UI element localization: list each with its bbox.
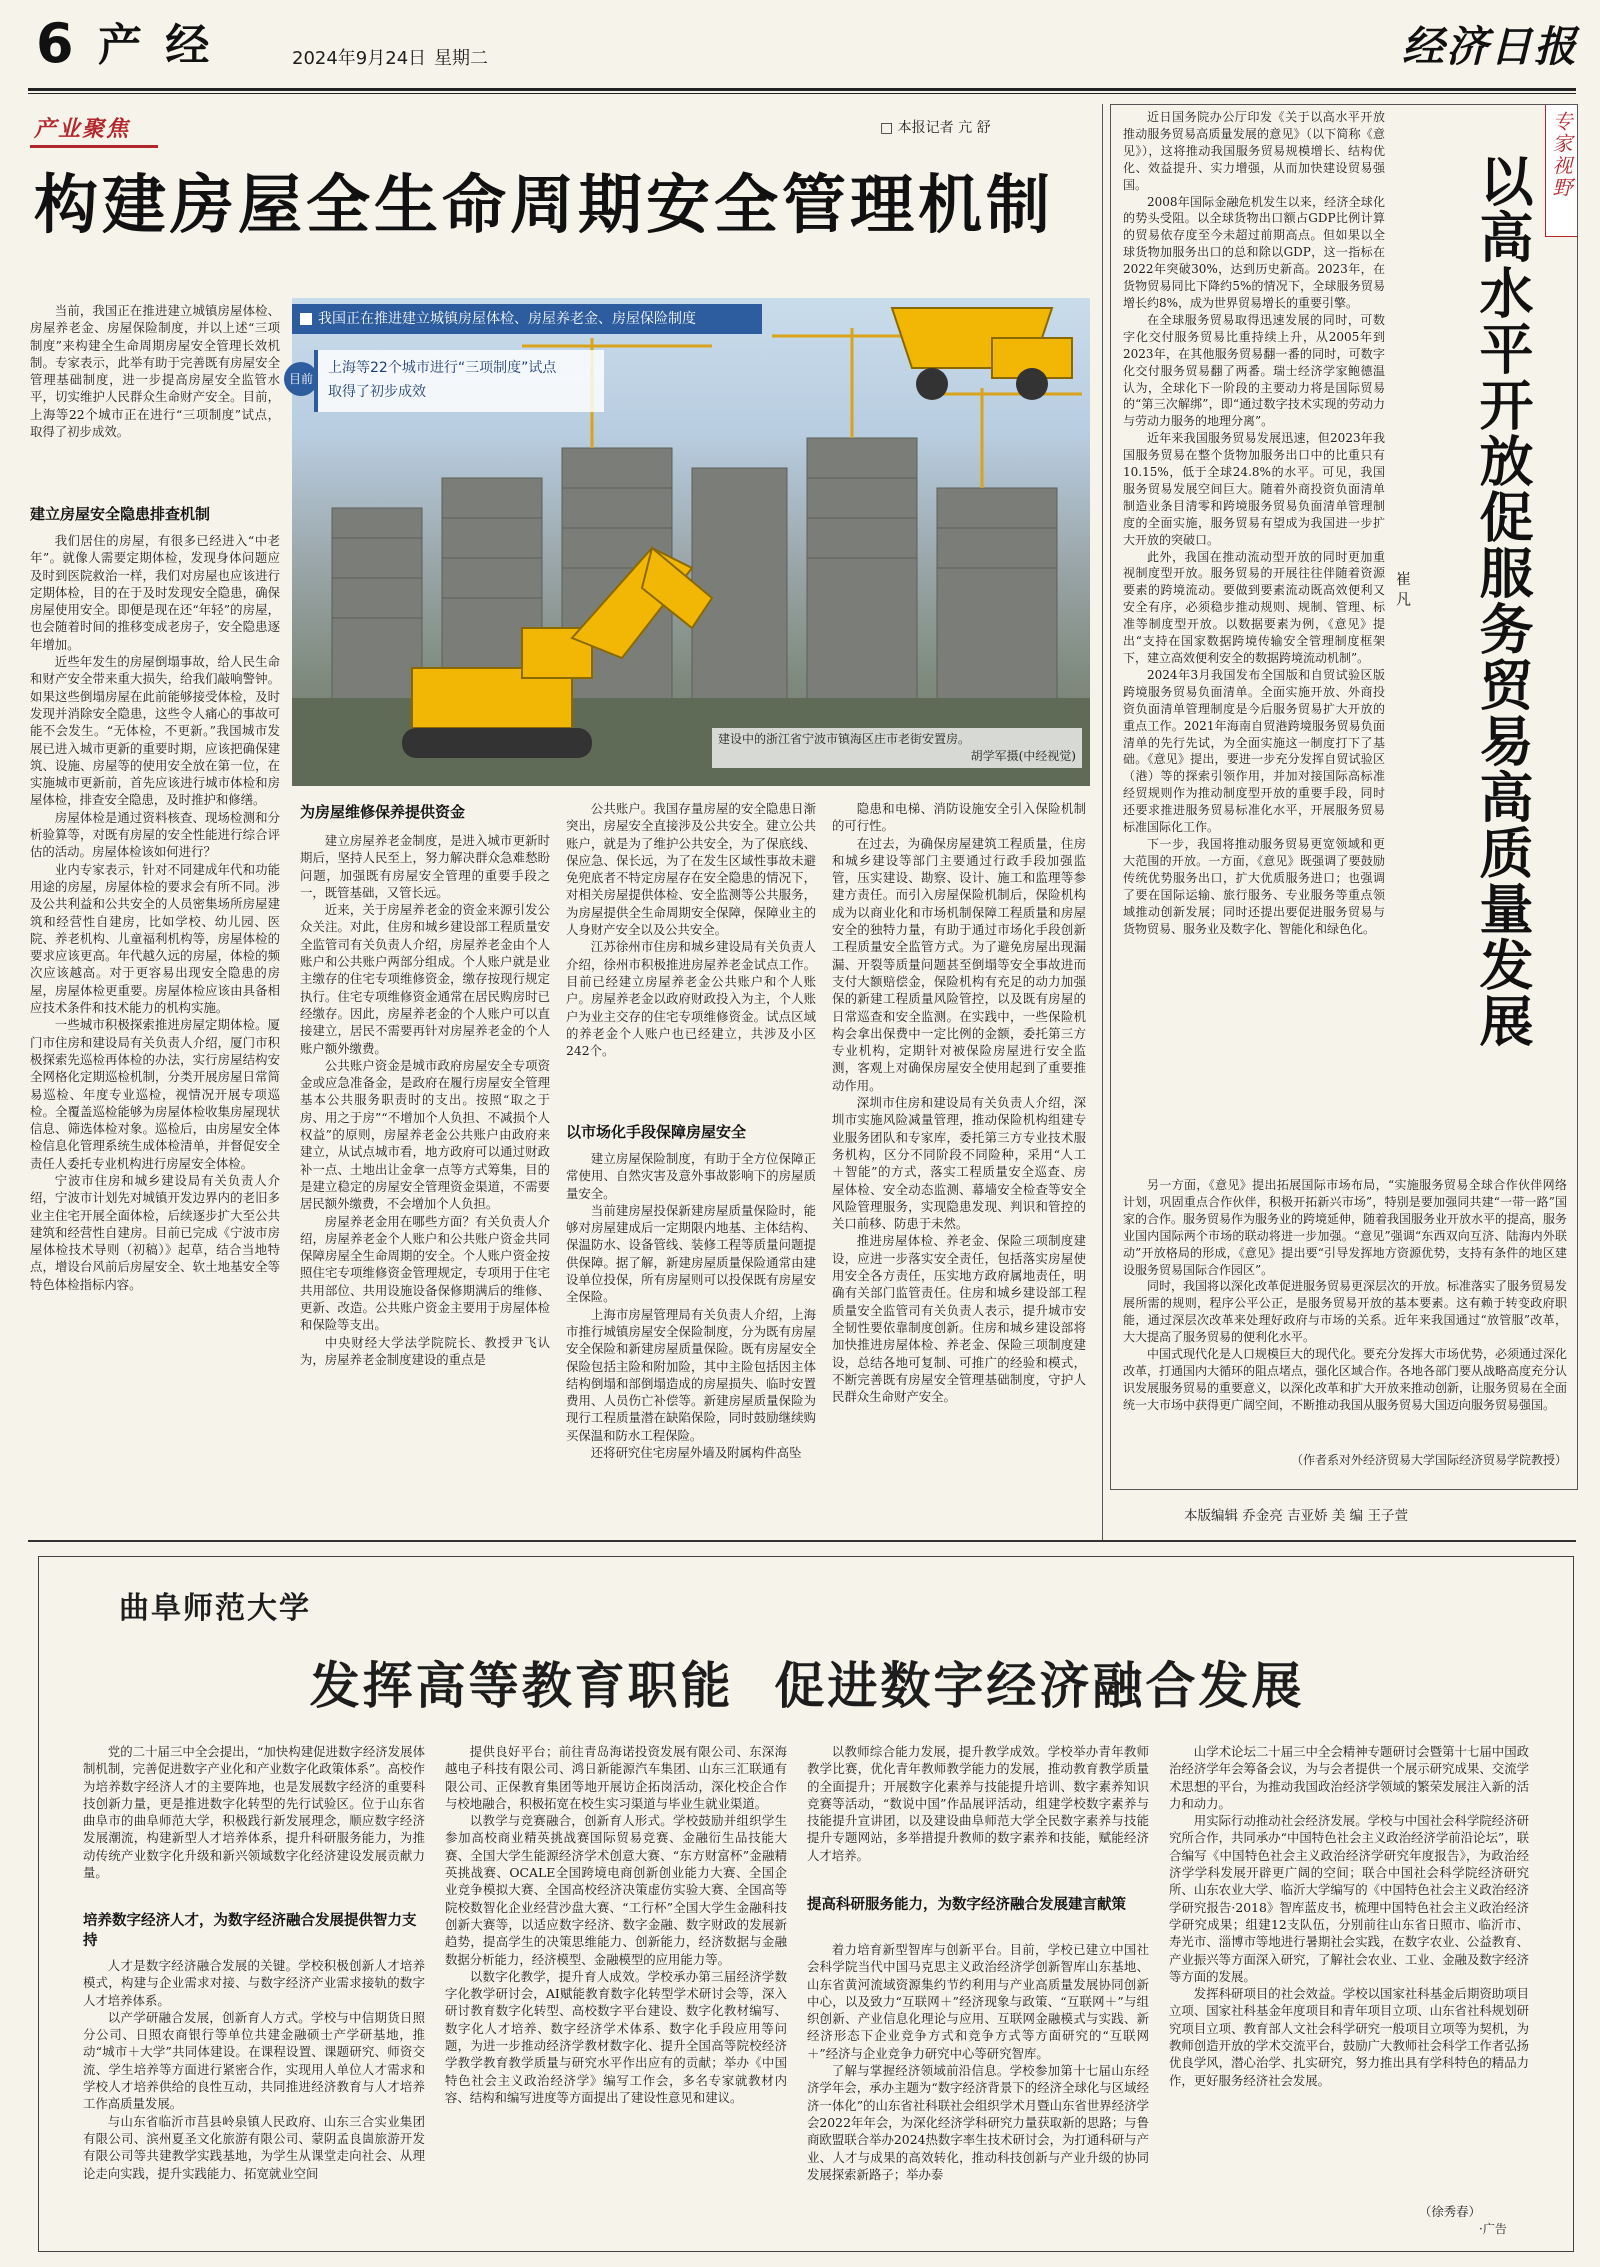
- paragraph: 以教师综合能力发展，提升教学成效。学校举办青年教师教学比赛，优化青年教师教学能力的发展，推动教育教学质量的全面提升；开展数字化素养与技能提升培训、数字素养知识竞赛等活动，“数说中国”作品展评活动，组建学校数字素养与技能提升宣讲团，以及建设曲阜师范大学全民数字素养与技能提升专题网站，多举措提升教师的数字素养和技能，赋能经济人才培养。: [807, 1744, 1149, 1863]
- paragraph: 业内专家表示，针对不同建成年代和功能用途的房屋，房屋体检的要求会有所不同。涉及公共利益和公共安全的人员密集场所房屋建筑和经营性自建房，比如学校、幼儿园、医院、养老机构、儿童福利机构等，房屋体检的要求应该更高。年代越久远的房屋，体检的频次应该越高。对于更容易出现安全隐患的房屋，房屋体检更重要。房屋体检应该由具备相应技术条件和技术能力的机构实施。: [30, 861, 280, 1016]
- paragraph: 深圳市住房和建设局有关负责人介绍，深圳市实施风险减量管理，推动保险机构组建专业服务团队和专家库，委托第三方专业技术服务机构，区分不同阶段不同险种，采用“人工＋智能”的方式，落实工程质量安全巡查、房屋体检、安全动态监测、幕墙安全检查等安全风险管理服务，实现隐患发现、判识和管控的关口前移、防患于未然。: [832, 1095, 1086, 1232]
- paragraph: 建立房屋保险制度，有助于全方位保障正常使用、自然灾害及意外事故影响下的房屋质量安全。: [566, 1151, 816, 1201]
- paragraph: 近日国务院办公厅印发《关于以高水平开放推动服务贸易高质量发展的意见》（以下简称《意见》），这将推动我国服务贸易规模增长、结构优化、效益提升、实力增强，从而加快建设贸易强国。: [1123, 110, 1385, 192]
- paragraph: 上海市房屋管理局有关负责人介绍，上海市推行城镇房屋安全保险制度，分为既有房屋安全保险和新建房屋质量保险。既有房屋安全保险包括主险和附加险，其中主险包括因主体结构倒塌和部倒塌造成的房屋损失、临时安置费用、人员伤亡补偿等。新建房屋质量保险为现行工程质量潜在缺陷保险，同时鼓励继续购买保温和防水工程保险。: [566, 1306, 816, 1443]
- subhead-inspection: 建立房屋安全隐患排查机制: [30, 505, 211, 523]
- dump-truck-drawing: [892, 308, 1072, 400]
- paragraph: 以教学与竞赛融合，创新育人形式。学校鼓励并组织学生参加高校商业精英挑战赛国际贸易竞赛、金融衍生品技能大赛、全国大学生能源经济学术创意大赛、“东方财富杯”金融精英挑战赛、OCALE全国跨境电商创新创业能力大赛、全国企业竞争模拟大赛、全国高校经济决策虚仿实验大赛、全国高等院校数智化企业经营沙盘大赛、“工行杯”全国大学生金融科技创新大赛等，以适应数字经济、数字金融、数字财政的发展新趋势，提高学生的决策思维能力、创新能力，经济数据与金融数据分析能力，经济模型、金融模型的应用能力等。: [445, 1813, 787, 1967]
- masthead: [0, 0, 1600, 92]
- infographic-banner: [292, 304, 762, 334]
- lead-text: 当前，我国正在推进建立城镇房屋体检、房屋养老金、房屋保险制度，并以上述“三项制度”来构建全生命周期房屋安全管理长效机制。专家表示，此举有助于完善既有房屋安全管理基础制度，进一步提高房屋安全监管水平，切实维护人民群众生命财产安全。目前，上海等22个城市正在进行“三项制度”试点，取得了初步成效。: [30, 303, 280, 440]
- paragraph: 了解与掌握经济领域前沿信息。学校参加第十七届山东经济学年会，承办主题为“数字经济背景下的经济全球化与区域经济一体化”的山东省社科联社会组织学术月暨山东省世界经济学会2022年年会，为深化经济学科研究力量获取新的思路；与鲁商欧盟联合举办2024热数字率生技术研讨会，为打通科研与产业、人才与成果的高效转化，推动科技创新与产业升级的协同发展探索新路子；举办泰: [807, 2063, 1149, 2182]
- paragraph: 房屋体检是通过资料核查、现场检测和分析验算等，对既有房屋的安全性能进行综合评估的活动。房屋体检该如何进行？: [30, 809, 280, 860]
- photo-credit: 胡学军摄(中经视觉): [970, 749, 1076, 763]
- ad-column-1-body: [83, 1957, 425, 2237]
- paragraph: 用实际行动推动社会经济发展。学校与中国社会科学院经济研究所合作，共同承办“中国特色社会主义政治经济学前沿论坛”，联合编写《中国特色社会主义政治经济学研究年度报告》，为政治经济学学科发展开辟更广阔的空间；联合中国社会科学院经济研究所、山东农业大学、临沂大学编写的《中国特色社会主义政治经济学研究报告·2018》智库蓝皮书，梳理中国特色社会主义政治经济学研究成果；组建12支队伍，分别前往山东省日照市、临沂市、寿光市、淄博市等地进行暑期社会实践，在数字农业、公益教育、产业振兴等方面深入研究，了解社会农业、工业、金融及数字经济等方面的发展。: [1169, 1813, 1529, 1984]
- paragraph: 2024年3月我国发布全国版和自贸试验区版跨境服务贸易负面清单。全面实施开放、外商投资负面清单管理制度是今后服务贸易扩大开放的重点工作。2021年海南自贸港跨境服务贸易负面清单的先行先试，为全面实施这一制度打下了基础。《意见》提出，要进一步充分发挥自贸试验区（港）等的探索引领作用，并加对接国际高标准经贸规则作为推动制度型开放的重要手段，同时还要求推进服务贸易标准化水平，开展服务贸易标准国际化工作。: [1123, 667, 1385, 835]
- commentary-box: [1110, 104, 1578, 1490]
- subhead-funding: 为房屋维修保养提供资金: [300, 803, 466, 821]
- page-editors: 本版编辑 乔金亮 吉亚娇 美 编 王子萱: [1184, 1508, 1408, 1524]
- infographic-photo: [288, 298, 1090, 786]
- paragraph: 隐患和电梯、消防设施安全引入保险机制的可行性。: [832, 801, 1086, 834]
- ad-intro-text: 党的二十届三中全会提出，“加快构建促进数字经济发展体制机制，完善促进数字产业化和产业数字化政策体系”。高校作为培养数字经济人才的主要阵地，也是发展数字经济的重要科技创新力量，更是推进数字化转型的先行试验区。位于山东省曲阜市的曲阜师范大学，积极践行新发展理念，顺应数字经济发展潮流，构建新型人才培养体系，提升科研服务能力，为推动传统产业数字化升级和新兴领域数字化经济建设发展贡献力量。: [83, 1744, 425, 1881]
- ad-box: [38, 1556, 1574, 2252]
- column-3-body: [566, 800, 816, 1110]
- byline: □ 本报记者 亢 舒: [880, 120, 991, 136]
- paragraph: 以数字化教学，提升育人成效。学校承办第三届经济学数字化教学研讨会，AI赋能教育数字化转型学术研讨会等，深入研讨教育数字化转型、高校数字平台建设、数字化教材编写、数字化人才培养、数字经济学术体系、数字化手段应用等问题，为进一步推动经济学教材数字化、提升全国高等院校经济学教学教育教学质量与研究水平作出应有的贡献；举办《中国特色社会主义政治经济学》编写工作会，多名专家就教材内容、结构和编写进度等方面提出了建设性意见和建议。: [445, 1968, 787, 2105]
- paragraph: 中国式现代化是人口规模巨大的现代化。要充分发挥大市场优势，必须通过深化改革，打通国内大循环的阻点堵点，强化区域合作。各地各部门要从战略高度充分认识发展服务贸易的重要意义，以深化改革和扩大开放来推动创新，让服务贸易在全面统一大市场中获得更广阔空间，不断推动我国从服务贸易大国迈向服务贸易强国。: [1123, 1347, 1568, 1412]
- paragraph: 与山东省临沂市莒县岭泉镇人民政府、山东三合实业集团有限公司、滨州夏圣文化旅游有限公司、蒙阴孟良崮旅游开发有限公司等共建教学实践基地，为学生从课堂走向社会、从理论走向实践，提升实践能力、拓宽就业空间: [83, 2113, 425, 2181]
- paragraph: 在全球服务贸易取得迅速发展的同时，可数字化交付服务贸易比重持续上升，从2005年到2023年，在其他服务贸易翻一番的同时，可数字化交付服务贸易翻了两番。瑞士经济学家鲍德温认为，全球化下一阶段的主要动力将是国际贸易的“第三次解绑”，即“通过数字技术实现的劳动力与劳动力服务的地理分离”。: [1123, 312, 1385, 429]
- ad-subhead-research: 提高科研服务能力，为数字经济融合发展建言献策: [807, 1897, 1126, 1913]
- paragraph: 江苏徐州市住房和城乡建设局有关负责人介绍，徐州市积极推进房屋养老金试点工作。目前已经建立房屋养老金公共账户和个人账户。房屋养老金以政府财政投入为主，个人账户为业主交存的住宅专项维修资金。试点区域的养老金个人账户也已经建立，共涉及小区242个。: [566, 939, 816, 1059]
- paragraph: 近来，关于房屋养老金的资金来源引发公众关注。对此，住房和城乡建设部工程质量安全监管司有关负责人介绍，房屋养老金由个人账户和公共账户两部分组成。个人账户就是业主缴存的住宅专项维修资金，缴存按现行规定执行。住宅专项维修资金通常在居民购房时已经缴存。因此，房屋养老金的个人账户可以直接建立，居民不需要再针对房屋养老金的个人账户额外缴费。: [300, 902, 550, 1056]
- commentary-author: 崔 凡: [1394, 571, 1412, 606]
- callout-badge: 目前: [284, 362, 318, 396]
- ad-top-rule: [28, 1540, 1576, 1542]
- paragraph: 人才是数字经济融合发展的关键。学校积极创新人才培养模式，构建与企业需求对接、与数字经济产业需求接轨的数字人才培养体系。: [83, 1958, 425, 2008]
- paragraph: 我们居住的房屋，有很多已经进入“中老年”。就像人需要定期体检，发现身体问题应及时到医院救治一样，我们对房屋也应该进行定期体检，目的在于及时发现安全隐患，确保房屋使用安全。即便是现在还“年轻”的房屋，也会随着时间的推移变成老房子，安全隐患逐年增加。: [30, 533, 280, 652]
- paragraph: 另一方面，《意见》提出拓展国际市场布局，“实施服务贸易全球合作伙伴网络计划，巩固重点合作伙伴，积极开拓新兴市场”，特别是要加强同共建“一带一路”国家的合作。服务贸易作为服务业的跨境延伸，随着我国服务业开放水平的提高，服务业国内国际两个市场的联动将进一步加强。“意见”强调“东西双向互济、陆海内外联动”开放格局的形成，《意见》提出要“引导发挥地方资源优势，支持有条件的地区建设服务贸易国际合作园区”。: [1123, 1178, 1568, 1277]
- paragraph: 推进房屋体检、养老金、保险三项制度建设，应进一步落实安全责任，包括落实房屋使用安全各方责任，压实地方政府属地责任，明确有关部门监管责任。住房和城乡建设部工程质量安全监管司有关负责人表示，提升城市安全韧性要依靠制度创新。住房和城乡建设部将加快推进房屋体检、养老金、保险三项制度建设，总结各地可复制、可推广的经验和模式，不断完善既有房屋安全管理基础制度，守护人民群众生命财产安全。: [832, 1233, 1086, 1405]
- paragraph: 房屋养老金用在哪些方面？有关负责人介绍，房屋养老金个人账户和公共账户资金共同保障房屋全生命周期的安全。个人账户资金按照住宅专项维修资金管理规定，专项用于住宅共用部位、共用设施设备保修期满后的维修、更新、改造。公共账户资金主要用于房屋体检和保险等支出。: [300, 1213, 550, 1333]
- paragraph: 山学术论坛二十届三中全会精神专题研讨会暨第十七届中国政治经济学年会筹备会议，为与会者提供一个展示研究成果、交流学术思想的平台，为推动我国政治经济学领域的繁荣发展注入新的活力和动力。: [1169, 1744, 1529, 1811]
- paragraph: 同时，我国将以深化改革促进服务贸易更深层次的开放。标准落实了服务贸易发展所需的规则，程序公平公正，是服务贸易开放的基本要素。这有赖于转变政府职能，通过深层次改革来处理好政府与市场的关系。近年来我国通过“放管服”改革，大大提高了服务贸易的便利化水平。: [1123, 1279, 1568, 1345]
- commentary-body-top: [1123, 109, 1385, 1175]
- column-tag-label: 产业聚焦: [34, 116, 131, 142]
- commentary-tag-label: 专家视野: [1549, 111, 1573, 199]
- ad-subhead-talent: 培养数字经济人才，为数字经济融合发展提供智力支持: [83, 1913, 417, 1949]
- commentary-tag: [1545, 105, 1577, 237]
- callout-line-2: 取得了初步成效: [328, 384, 426, 400]
- ad-column-2-body: [445, 1743, 787, 2237]
- issue-weekday: 星期二: [434, 48, 488, 69]
- paragraph: 下一步，我国将推动服务贸易更宽领域和更大范围的开放。一方面，《意见》既强调了要鼓励传统优势服务出口，扩大优质服务进口；也强调了要在国际运输、旅行服务、专业服务等重点领域推动创新发展；同时还提出要促进服务贸易与货物贸易、服务业及数字化、智能化和绿色化。: [1123, 836, 1385, 936]
- paragraph: 公共账户。我国存量房屋的安全隐患日渐突出，房屋安全直接涉及公共安全。建立公共账户，就是为了维护公共安全，为了保底线、保应急、保长远，为了在发生区域性事故未避免兜底者不特定房屋存在安全隐患的情况下，对相关房屋提供体检、安全监测等公共服务，为房屋提供全生命周期安全保障，保障业主的人身财产安全以及公共安全。: [566, 801, 816, 938]
- section-name: 产 经: [98, 20, 214, 71]
- paragraph: 中央财经大学法学院院长、教授尹飞认为，房屋养老金制度建设的重点是: [300, 1334, 550, 1367]
- headline: 构建房屋全生命周期安全管理机制: [34, 168, 1054, 243]
- column-4-body: [832, 800, 1086, 1537]
- paragraph: 近年来我国服务贸易发展迅速，但2023年我国服务贸易在整个货物加服务出口中的比重只有10.15%，低于全球24.8%的水平。可见，我国服务贸易发展空间巨大。随着外商投资负面清单制造业条目清零和跨境服务贸易负面清单管理制度的全面实施，服务贸易有望成为我国进一步扩大开放的突破口。: [1123, 431, 1385, 547]
- masthead-rule-thin: [28, 93, 1576, 94]
- paragraph: 发挥科研项目的社会效益。学校以国家社科基金后期资助项目立项、国家社科基金年度项目和青年项目立项、山东省社科规划研究项目立项、教育部人文社会科学研究一般项目立项等为契机，为教师创造开放的学术交流平台，鼓励广大教师社会科学工作者弘扬优良学风，潜心治学、扎实研究，努力推出具有学科特色的精品力作，更好服务经济社会发展。: [1169, 1986, 1529, 2088]
- issue-date: 2024年9月24日: [292, 48, 427, 69]
- paragraph: 着力培育新型智库与创新平台。目前，学校已建立中国社会科学院当代中国马克思主义政治经济学创新智库山东基地、山东省黄河流域资源集约节约利用与产业高质量发展协同创新中心，以及致力“互联网＋”经济现象与政策、“互联网＋”与组织创新、产业信息化理论与应用、互联网金融模式与实践、新经济形态下企业竞争方式和竞争方式等方面研究的“互联网＋”经济与企业竞争力研究中心等研究智库。: [807, 1942, 1149, 2061]
- commentary-author-note: （作者系对外经济贸易大学国际经济贸易学院教授）: [1290, 1453, 1567, 1467]
- ad-university: 曲阜师范大学: [119, 1591, 311, 1626]
- ad-headline: 发挥高等教育职能 促进数字经济融合发展: [309, 1656, 1305, 1715]
- paragraph: 提供良好平台；前往青岛海诺投资发展有限公司、东深海越电子科技有限公司、鸿日新能源汽车集团、山东三汇联通有限公司、正保教育集团等地开展访企拓岗活动，深化校企合作与校地融合，积极拓宽在校生实习渠道与毕业生就业渠道。: [445, 1744, 787, 1811]
- masthead-rule: [28, 88, 1576, 91]
- ad-column-1-intro: [83, 1743, 425, 1907]
- subhead-market: 以市场化手段保障房屋安全: [566, 1123, 747, 1141]
- page-number: 6: [36, 12, 74, 75]
- column-tag: [30, 112, 158, 148]
- paragraph: 公共账户资金是城市政府房屋安全专项资金或应急准备金，是政府在履行房屋安全管理基本公共服务职责时的支出。按照“取之于房、用之于房”“不增加个人负担、不减损个人权益”的原则，房屋养老金公共账户由政府来建立，从试点城市看，地方政府可以通过财政补一点、土地出让金拿一点等方式筹集，目的是建立稳定的房屋安全管理资金渠道，不需要居民额外缴费，不会增加个人负担。: [300, 1057, 550, 1212]
- paragraph: 在过去，为确保房屋建筑工程质量，住房和城乡建设等部门主要通过行政手段加强监管，压实建设、勘察、设计、施工和监理等参建方责任。而引入房屋保险机制后，保险机构成为以商业化和市场机制保障工程质量和房屋安全的独特力量，有助于通过市场化手段创新工程质量安全监管方式。为了避免房屋出现漏漏、开裂等质量问题甚至倒塌等安全事故进而支付大额赔偿金，保险机构有充足的动力加强保的新建工程质量风险管控，以及既有房屋的日常巡查和安全监测。在实践中，一些保险机构会拿出保费中一定比例的金额，委托第三方专业机构，定期针对被保险房屋进行安全监测，客观上对确保房屋安全使用起到了重要推动作用。: [832, 835, 1086, 1093]
- callout-line-1: 上海等22个城市进行“三项制度”试点: [328, 360, 557, 376]
- infographic-callout: [288, 350, 604, 412]
- photo-caption: [712, 728, 1082, 768]
- paragraph: 此外，我国在推动流动型开放的同时更加重视制度型开放。服务贸易的开展往往伴随着资源要素的跨境流动。要做到要素流动既高效便利又安全有序，必须稳步推动规则、规制、管理、标准等制度型开放。以数据要素为例，《意见》提出“支持在国家数据跨境传输安全管理制度框架下，建立高效便利安全的数据跨境流动机制”。: [1123, 549, 1385, 665]
- newspaper-logo: 经济日报: [1402, 22, 1579, 71]
- paragraph: 宁波市住房和城乡建设局有关负责人介绍，宁波市计划先对城镇开发边界内的老旧多业主住宅开展全面体检，后续逐步扩大至公共建筑和经营性自建房。目前已完成《宁波市房屋体检技术导则（初稿）》起草，结合当地特点，增设台风前后房屋安全、软土地基安全等特色体检指标内容。: [30, 1172, 280, 1292]
- column-divider: [1102, 104, 1103, 1542]
- paragraph: 近些年发生的房屋倒塌事故，给人民生命和财产安全带来重大损失，给我们敲响警钟。如果这些倒塌房屋在此前能够接受体检，及时发现并消除安全隐患，这些令人痛心的事故可能不会发生。“无体检，不更新。”我国城市发展已进入城市更新的重要时期，应该把确保建筑、设施、房屋等的使用安全放在第一位，在实施城市更新前，首先应该进行城市体检和房屋体检，排查安全隐患，及时推护和修缮。: [30, 654, 280, 808]
- paragraph: 一些城市积极探索推进房屋定期体检。厦门市住房和建设局有关负责人介绍，厦门市积极探索先巡检再体检的办法，实行房屋结构安全网格化定期巡检机制，分类开展房屋日常简易巡检、年度专业巡检，视情况开展专项巡检。全覆盖巡检能够为房屋体检收集房屋现状信息、筛选体检对象。巡检后，由房屋安全体检信息化管理系统生成体检清单，并督促安全责任人委托专业机构进行房屋安全体检。: [30, 1017, 280, 1171]
- paragraph: 当前建房屋投保新建房屋质量保险时，能够对房屋建成后一定期限内地基、主体结构、保温防水、设备管线、装修工程等质量问题提供保障。据了解，新建房屋质量保险通常由建设单位投保，所有房屋则可以投保既有房屋安全保险。: [566, 1202, 816, 1305]
- ad-signature: （徐秀春）: [1419, 2204, 1481, 2219]
- column-3b-body: [566, 1150, 816, 1537]
- ad-mark: ·广告: [1479, 2222, 1507, 2236]
- paragraph: 2008年国际金融危机发生以来，经济全球化的势头受阻。以全球货物出口额占GDP比例计算的贸易依存度至今未超过前期高点。但如果以全球货物加服务出口的总和除以GDP，这一指标在2022年突破30%，达到历史新高。2023年，在货物贸易同比下降约5%的情况下，全球服务贸易增长约8%，成为世界贸易增长的重要引擎。: [1123, 194, 1385, 310]
- paragraph: 建立房屋养老金制度，是进入城市更新时期后，坚持人民至上，努力解决群众急难愁盼问题，加强既有房屋安全管理的重要手段之一，既管基础，又管长远。: [300, 833, 550, 900]
- column-2-body: [300, 832, 550, 1537]
- commentary-headline: 以高水平开放促服务贸易高质量发展: [1471, 153, 1535, 1049]
- banner-text: 我国正在推进建立城镇房屋体检、房屋养老金、房屋保险制度: [318, 311, 696, 327]
- column-1-body: [30, 532, 280, 1537]
- lead-paragraph: [30, 302, 280, 498]
- commentary-body-bottom: [1123, 1177, 1567, 1441]
- banner-marker-icon: [300, 313, 312, 325]
- ad-column-3-intro: [807, 1743, 1149, 1889]
- paragraph: 以产学研融合发展，创新育人方式。学校与中信期货日照分公司、日照农商银行等单位共建金融硕士产学研基地，推动“城市＋大学”共同体建设。在课程设置、课题研究、师资交流、学生培养等方面进行紧密合作，实现用人单位人才需求和学校人才培养供给的良性互动，共同推进经济教育与人才培养工作高质量发展。: [83, 2009, 425, 2112]
- ad-column-3-body: [807, 1941, 1149, 2237]
- ad-column-4-body: [1169, 1743, 1529, 2199]
- photo-caption-text: 建设中的浙江省宁波市镇海区庄市老街安置房。: [718, 732, 971, 746]
- paragraph: 还将研究住宅房屋外墙及附属构件高坠: [590, 1445, 802, 1461]
